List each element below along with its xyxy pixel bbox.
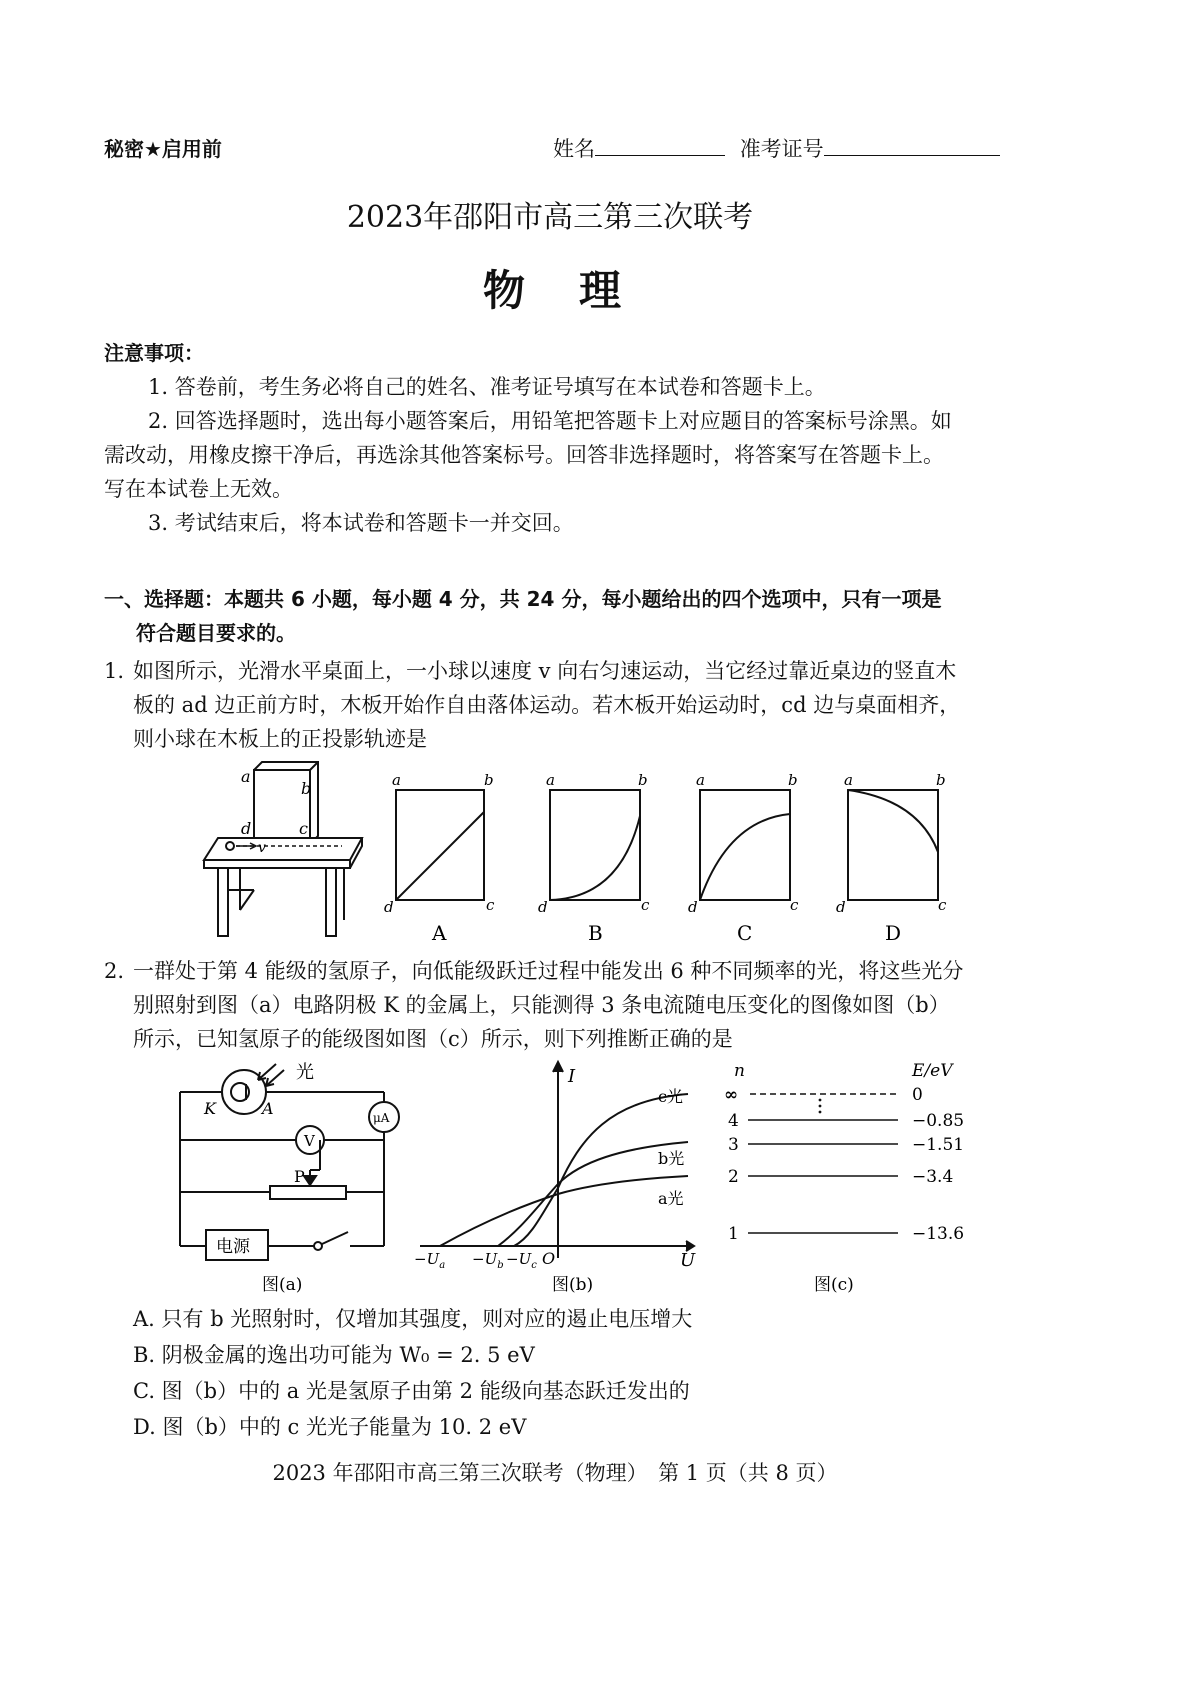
q2-line2: 别照射到图（a）电路阴极 K 的金属上，只能测得 3 条电流随电压变化的图像如图（b） — [133, 993, 950, 1017]
q1-figure — [180, 760, 980, 950]
q1-fig-v: v — [258, 840, 266, 856]
optA-b: b — [484, 771, 494, 789]
figure-a-caption: 图(a) — [262, 1275, 303, 1295]
optA-a: a — [392, 771, 401, 789]
vertical-dots — [819, 1099, 822, 1114]
power-label: 电源 — [216, 1237, 250, 1257]
light-label: 光 — [296, 1062, 314, 1083]
slider-p-label: P — [294, 1167, 305, 1186]
note-3: 3. 考试结束后，将本试卷和答题卡一并交回。 — [148, 511, 574, 535]
note-2c: 写在本试卷上无效。 — [104, 477, 293, 501]
figure-c-caption: 图(c) — [814, 1275, 854, 1295]
q2-choice-a: A. 只有 b 光照射时，仅增加其强度，则对应的遏止电压增大 — [133, 1307, 693, 1331]
q1-line3: 则小球在木板上的正投影轨迹是 — [133, 727, 427, 751]
option-b-diagram — [550, 790, 640, 900]
notes-heading: 注意事项： — [104, 341, 204, 365]
optC-d: d — [688, 898, 698, 916]
minus-uc-label: $-U_c$ — [506, 1250, 537, 1271]
figure-a-circuit — [170, 1058, 410, 1298]
page-footer: 2023 年邵阳市高三第三次联考（物理） 第 1 页（共 8 页） — [272, 1461, 838, 1485]
q1-line1: 如图所示，光滑水平桌面上，一小球以速度 v 向右匀速运动，当它经过靠近桌边的竖直木 — [133, 659, 957, 683]
option-d-diagram — [848, 790, 938, 900]
optB-b: b — [638, 771, 648, 789]
section1-line2: 符合题目要求的。 — [136, 621, 296, 645]
q2-choice-d: D. 图（b）中的 c 光光子能量为 10. 2 eV — [133, 1415, 527, 1439]
note-2a: 2. 回答选择题时，选出每小题答案后，用铅笔把答题卡上对应题目的答案标号涂黑。如 — [148, 409, 952, 433]
q2-number: 2. — [104, 959, 125, 983]
q2-line3: 所示，已知氢原子的能级图如图（c）所示，则下列推断正确的是 — [133, 1027, 733, 1051]
figure-b-caption: 图(b) — [552, 1275, 594, 1295]
name-field — [553, 132, 1000, 166]
anode-a-label: A — [262, 1099, 274, 1118]
section1-line1: 一、选择题：本题共 6 小题，每小题 4 分，共 24 分，每小题给出的四个选项中，只有一项是 — [104, 587, 942, 611]
microammeter-label: μA — [373, 1111, 390, 1125]
level-4-n: 4 — [728, 1111, 739, 1131]
u-axis-label: U — [680, 1250, 696, 1271]
optD-d: d — [836, 898, 846, 916]
c-light-label: c光 — [658, 1087, 683, 1106]
id-blank — [824, 133, 1000, 156]
origin-label: O — [542, 1249, 556, 1268]
energy-header: E/eV — [912, 1061, 953, 1081]
option-a-label: A — [432, 921, 447, 945]
optB-d: d — [538, 898, 548, 916]
optC-a: a — [696, 771, 705, 789]
level-inf-e: 0 — [912, 1085, 923, 1105]
level-4-e: −0.85 — [912, 1111, 965, 1131]
figure-b-graph — [410, 1058, 710, 1298]
option-d-label: D — [885, 921, 902, 945]
optD-c: c — [938, 896, 947, 914]
i-axis-label: I — [568, 1066, 576, 1087]
optD-b: b — [936, 771, 946, 789]
name-blank — [595, 133, 725, 156]
minus-ua-label: $-U_a$ — [414, 1250, 446, 1271]
minus-ub-label: $-U_b$ — [472, 1250, 504, 1271]
optA-d: d — [384, 898, 394, 916]
a-light-label: a光 — [658, 1189, 684, 1208]
q1-fig-b: b — [301, 779, 312, 798]
level-1-n: 1 — [728, 1224, 739, 1244]
figure-c-energy-levels — [720, 1058, 990, 1298]
b-light-label: b光 — [658, 1149, 685, 1168]
exam-title: 2023年邵阳市高三第三次联考 — [346, 200, 754, 235]
secret-label: 秘密★启用前 — [104, 137, 222, 161]
q1-fig-a: a — [241, 767, 251, 786]
optB-c: c — [641, 896, 650, 914]
n-header: n — [734, 1061, 745, 1081]
option-c-diagram — [700, 790, 790, 900]
q2-line1: 一群处于第 4 能级的氢原子，向低能级跃迁过程中能发出 6 种不同频率的光，将这些光分 — [133, 959, 964, 983]
q1-line2: 板的 ad 边正前方时，木板开始作自由落体运动。若木板开始运动时，cd 边与桌面相齐， — [133, 693, 961, 717]
optC-c: c — [790, 896, 799, 914]
optB-a: a — [546, 771, 555, 789]
q2-choice-c: C. 图（b）中的 a 光是氢原子由第 2 能级向基态跃迁发出的 — [133, 1379, 690, 1403]
level-1-e: −13.6 — [912, 1224, 965, 1244]
option-b-label: B — [588, 921, 603, 945]
voltmeter-label: V — [304, 1132, 315, 1150]
name-label: 姓名 — [553, 137, 595, 161]
q2-choice-b: B. 阴极金属的逸出功可能为 W₀ = 2. 5 eV — [133, 1343, 535, 1367]
level-2-n: 2 — [728, 1167, 739, 1187]
option-c-label: C — [737, 921, 753, 945]
rheostat — [270, 1186, 346, 1199]
q1-number: 1. — [104, 659, 125, 683]
optC-b: b — [788, 771, 798, 789]
level-2-e: −3.4 — [912, 1167, 954, 1187]
option-a-diagram — [396, 790, 484, 900]
c-light-curve — [514, 1094, 688, 1246]
subject-title: 物 理 — [482, 266, 627, 315]
id-label: 准考证号 — [739, 137, 824, 161]
q1-fig-d: d — [241, 819, 252, 838]
level-inf-n: ∞ — [724, 1085, 739, 1105]
switch — [322, 1232, 348, 1244]
note-1: 1. 答卷前，考生务必将自己的姓名、准考证号填写在本试卷和答题卡上。 — [148, 375, 826, 399]
level-3-n: 3 — [728, 1135, 739, 1155]
optD-a: a — [844, 771, 853, 789]
level-3-e: −1.51 — [912, 1135, 965, 1155]
cathode-k-label: K — [204, 1099, 216, 1118]
a-light-curve — [440, 1176, 688, 1246]
optA-c: c — [486, 896, 495, 914]
q1-fig-c: c — [299, 819, 308, 838]
note-2b: 需改动，用橡皮擦干净后，再选涂其他答案标号。回答非选择题时，将答案写在答题卡上。 — [104, 443, 944, 467]
